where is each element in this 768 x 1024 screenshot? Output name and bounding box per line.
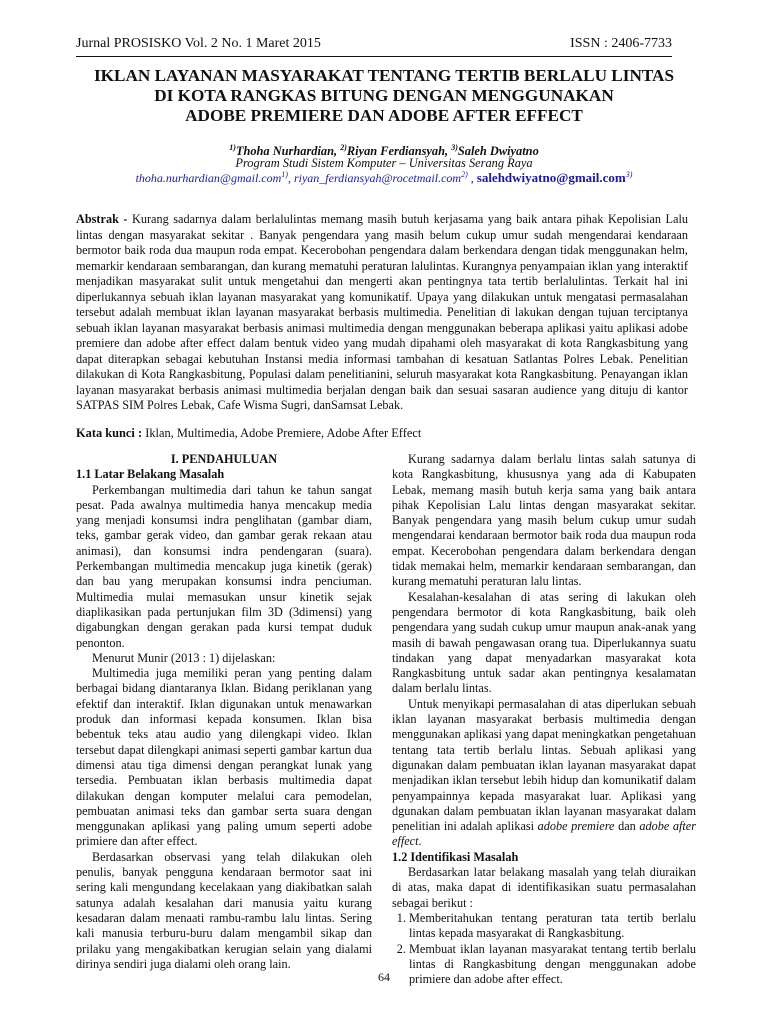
subsection-heading: 1.2 Identifikasi Masalah	[392, 849, 519, 864]
email-link[interactable]: thoha.nurhardian@gmail.com	[135, 171, 282, 185]
author-name: Thoha Nurhardian,	[235, 144, 341, 159]
title-line: IKLAN LAYANAN MASYARAKAT TENTANG TERTIB BERLALU LINTAS	[93, 66, 675, 85]
email-link[interactable]: riyan_ferdiansyah@rocetmail.com	[293, 171, 462, 185]
email-separator: ,	[287, 171, 294, 185]
email-marker: 1)	[281, 170, 288, 179]
abstract	[76, 212, 688, 414]
right-column	[392, 452, 696, 987]
email-link[interactable]: salehdwiyatno@gmail.com	[476, 170, 626, 185]
author-emails	[60, 170, 708, 186]
email-marker: 3)	[625, 170, 633, 179]
list-item: 1. Memberitahukan tentang peraturan tata tertib berlalu lintas kepada masyarakat di Rangkasbitung.	[409, 911, 696, 942]
paper-title	[60, 66, 708, 126]
title-line: ADOBE PREMIERE DAN ADOBE AFTER EFFECT	[185, 106, 583, 125]
author-name: Saleh Dwiyatno	[457, 144, 539, 159]
list-item: 2. Membuat iklan layanan masyarakat tentang tertib berlalu lintas di Rangkasbitung dengan menggunakan adobe primiere dan adobe after effect.	[409, 942, 696, 988]
paragraph: Multimedia juga memiliki peran yang penting dalam berbagai bidang diantaranya Iklan. Bidang periklanan yang efektif dan interaktif. Iklan digunakan untuk menawarkan produk dan informasi kepada konsumen. Iklan bisa bebentuk teks atau audio yang dilengkapi video. Iklan tersebut dapat dilengkapi animasi seperti gambar kartun dua dimensi atau tiga dimensi dengan perangkat lunak yang tersedia. Pembuatan iklan berbasis multimedia dapat dilakukan dengan komputer melalui cara pemodelan, pembuatan animasi teks dan gambar serta suara dengan menggunakan aplikasi yang paling umum seperti adobe primiere dan after effect.	[76, 666, 372, 849]
paragraph: Kurang sadarnya dalam berlalu lintas salah satunya di kota Rangkasbitung, khususnya yang ada di Kabupaten Lebak, memang masih butuh kerja sama yang baik antara pihak Kepolisian Lalu lintas dengan masyarakat sekitar. Banyak pengendara yang masih belum cukup umur sudah mengendarai kendaraan bermotor baik roda dua maupun roda empat. Kecerobohan pengendara dalam berkendara dengan tidak memakai helm, memarkir kendaraan sembarangan, dan kurang mematuhi peraturan lalu lintas.	[392, 452, 696, 589]
email-marker: 2)	[461, 170, 468, 179]
abstract-label: Abstrak -	[76, 212, 132, 226]
author-marker: 2)	[340, 143, 347, 152]
paragraph: Berdasarkan observasi yang telah dilakukan oleh penulis, banyak pengguna kendaraan bermotor saat ini sering kali mengundang kecelakaan yang diakibatkan salah satunya adalah kesalahan dari manusia yaitu kurang kesadaran dalam menaati rambu-rambu lalu lintas. Sering kali manusia terburu-buru dalam mengambil sikap dan prilaku yang mengakibatkan kerugian selain yang dialami dirinya sendiri juga dialami oleh orang lain.	[76, 849, 372, 971]
email-separator: ,	[467, 171, 477, 185]
app-name: adobe premiere	[537, 819, 615, 834]
keywords-label: Kata kunci :	[76, 426, 146, 440]
keywords	[76, 426, 688, 441]
author-marker: 3)	[451, 143, 458, 152]
paragraph	[392, 697, 696, 850]
paragraph-text: Untuk menyikapi permasalahan di atas diperlukan sebuah iklan layanan masyarakat berbasis multimedia dengan menggunakan aplikasi yang dapat meningkatkan pengetahuan tentang tata tertib berlalu lintas. Sebuah aplikasi yang digunakan dalam pembuatan iklan layanan masyarakat dapat menjadikan iklan tersebut lebih hidup dan komunikatif dalam penyampainnya kepada masyarakat luar. Aplikasi yang dgunakan dalam pembuatan iklan layanan masyarakat dalam penelitian ini adalah aplikasi	[392, 696, 696, 834]
author-name: Riyan Ferdiansyah,	[346, 144, 452, 159]
author-marker: 1)	[229, 143, 236, 152]
running-header	[76, 36, 672, 57]
issn: ISSN : 2406-7733	[570, 36, 672, 51]
title-line: DI KOTA RANGKAS BITUNG DENGAN MENGGUNAKAN	[154, 86, 614, 105]
subsection-heading: 1.1 Latar Belakang Masalah	[76, 467, 225, 482]
keywords-text: Iklan, Multimedia, Adobe Premiere, Adobe After Effect	[145, 426, 422, 440]
affiliation: Program Studi Sistem Komputer – Universitas Serang Raya	[235, 156, 533, 170]
conjunction: dan	[614, 819, 640, 834]
paragraph: Kesalahan-kesalahan di atas sering di lakukan oleh pengendara bermotor di kota Rangkasbitung, baik oleh pengendara yang sudah cukup umur maupun anak-anak yang masih di bawah pengawasan orang tua. Diperlukannya suatu tindakan yang dapat menyadarkan masyarakat kota Rangkasbitung untuk sadar akan pentingnya kesalamatan dalam berlalu lintas.	[392, 589, 696, 696]
paragraph: Menurut Munir (2013 : 1) dijelaskan:	[92, 650, 276, 665]
paragraph: Perkembangan multimedia dari tahun ke tahun sangat pesat. Pada awalnya multimedia hanya mencakup media yang menjadi konsumsi indra penglihatan (gambar diam, teks, gambar gerak video, dan gambar gerak rekaan atau animasi), dan konsumsi indra pendengaran (suara). Perkembangan multimedia mencakup juga kinetik (gerak) dan bau yang merupakan konsumsi indra penciuman. Multimedia mulai memasukan unsur kinetik sejak diaplikasikan pada pertunjukan film 3D (3dimensi) yang digabungkan dengan gerakan pada kursi tempat duduk penonton.	[76, 482, 372, 650]
abstract-text: Kurang sadarnya dalam berlalulintas memang masih butuh kerjasama yang baik antara pihak Kepolisian Lalu lintas dengan masyarakat sekitar . Banyak pengendara yang masih belum cukup umur sudah mengendarai kendaraan bermotor baik roda dua maupun roda empat. Kecerobohan pengendara dalam berkendara dengan tidak menggunakan helm, memarkir kendaraan sembarangan, dan kurang mematuhi peraturan lalulintas. Kurangnya penyampaian iklan yang interaktif menjadikan masyarakat sulit untuk mengetahui dan mengerti akan pentingnya tata tertib berlalulintas. Terkait hal ini diperlukannya sebuah iklan layanan masyarakat yang komunikatif. Upaya yang dilakukan untuk mengatasi permasalahan tersebut adalah membuat iklan layanan masyarakat berbasis multimedia. Penelitian di lakukan dengan tujuan terciptanya sebuah iklan layanan masyarakat berbasis animasi multimedia dengan menggunakan beberapa aplikasi yaitu aplikasi adobe premiere dan adobe after effect dalam bentuk video yang mudah dipahami oleh masyarakat di kota Rangkasbitung yang dapat diterapkan sebagai kebutuhan Instansi media informasi tambahan di kesatuan Satlantas Polres Lebak. Penelitian dilakukan di Kota Rangkasbitung, Populasi dalam penelitianini, seluruh masyarakat kota Rangkasbitung. Penayangan iklan layanan masyarakat berbasis animasi multimedia berjalan dengan baik dan sesuai sasaran audience yang dituju di kantor SATPAS SIM Polres Lebak, Cafe Wisma Sugri, danSamsat Lebak.	[76, 212, 688, 412]
paragraph: Berdasarkan latar belakang masalah yang telah diuraikan di atas, maka dapat di identifikasikan suatu permasalahan sebagai berikut :	[392, 865, 696, 910]
section-heading: I. PENDAHULUAN	[170, 452, 278, 466]
left-column	[76, 452, 372, 972]
period: .	[418, 834, 422, 849]
journal-name: Jurnal PROSISKO Vol. 2 No. 1 Maret 2015	[76, 36, 321, 51]
page-number: 64	[378, 970, 390, 984]
app-name: adobe after effect	[392, 819, 697, 849]
